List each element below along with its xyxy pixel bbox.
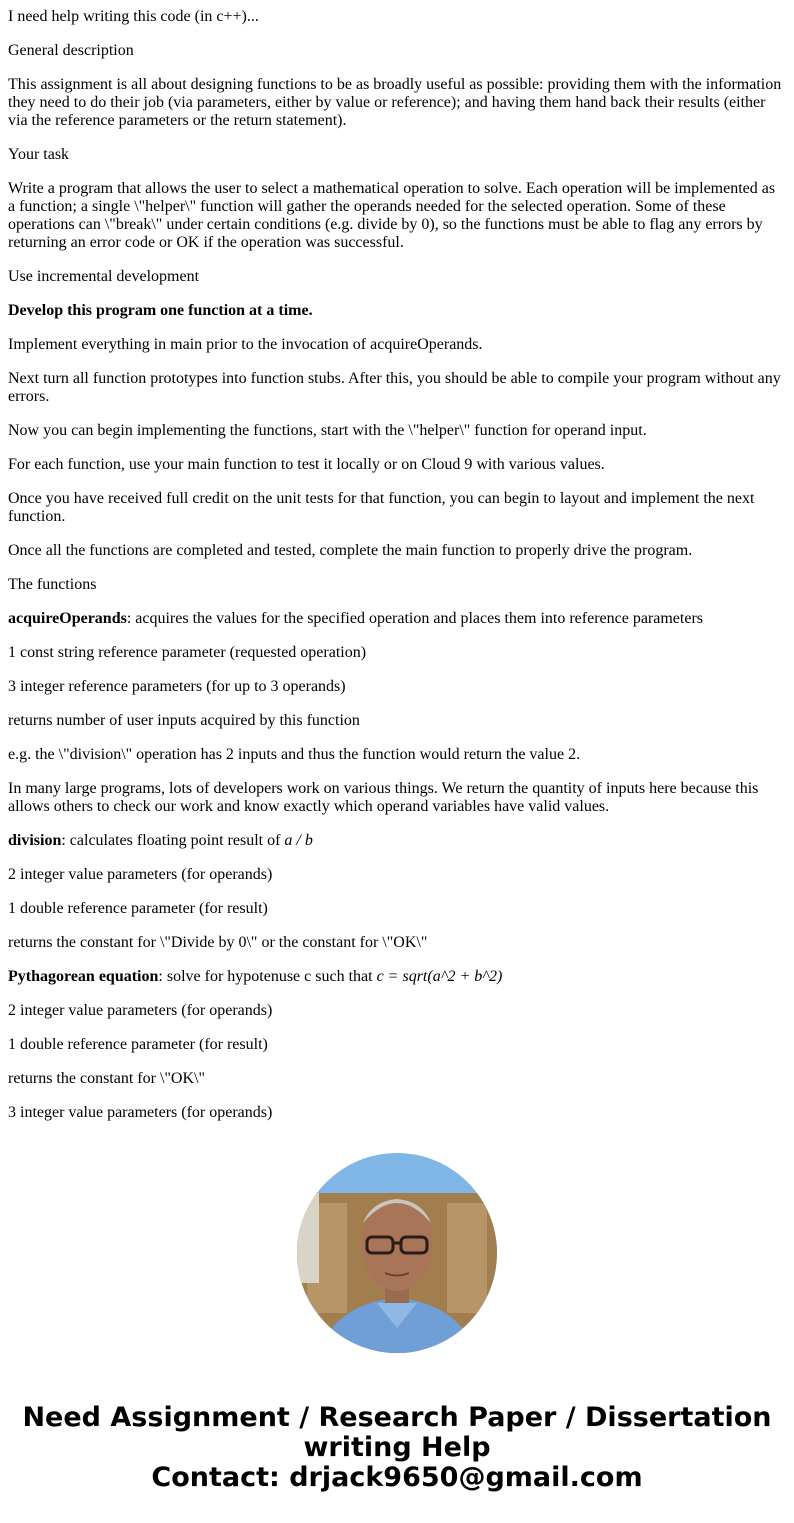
- acquire-param-2: 3 integer reference parameters (for up to 3 operands): [8, 678, 346, 695]
- step-2: Next turn all function prototypes into function stubs. After this, you should be able to compile your program without any errors.: [8, 370, 781, 405]
- acquire-returns: returns number of user inputs acquired by this function: [8, 712, 360, 729]
- heading-incremental-development: Use incremental development: [8, 268, 200, 285]
- avatar-photo-icon: [297, 1153, 497, 1353]
- acquire-operands-desc: : acquires the values for the specified operation and places them into reference parameters: [126, 610, 704, 627]
- heading-general-description: General description: [8, 42, 134, 59]
- promo-contact: Contact: drjack9650@gmail.com: [151, 1462, 643, 1493]
- division-returns: returns the constant for \"Divide by 0\" or the constant for \"OK\": [8, 934, 428, 951]
- develop-instruction-bold: Develop this program one function at a time.: [8, 302, 313, 319]
- heading-the-functions: The functions: [8, 576, 97, 593]
- step-3: Now you can begin implementing the functions, start with the \"helper\" function for operand input.: [8, 422, 647, 439]
- acquire-operands-name: acquireOperands: [8, 610, 127, 627]
- develop-instruction: [8, 302, 786, 320]
- pythagorean-param-2: 1 double reference parameter (for result): [8, 1036, 268, 1053]
- acquire-note: In many large programs, lots of developers work on various things. We return the quantity of inputs here because this allows others to check our work and know exactly which operand variables have valid values.: [8, 780, 759, 815]
- pythagorean-returns: returns the constant for \"OK\": [8, 1070, 206, 1087]
- division-param-1: 2 integer value parameters (for operands): [8, 866, 273, 883]
- pythagorean-name: Pythagorean equation: [8, 968, 159, 985]
- promo-banner: [0, 1403, 794, 1493]
- division-name: division: [8, 832, 62, 849]
- pythagorean-description: [8, 968, 786, 986]
- heading-your-task: Your task: [8, 146, 70, 163]
- division-description: [8, 832, 786, 850]
- step-4: For each function, use your main function to test it locally or on Cloud 9 with various values.: [8, 456, 605, 473]
- pythagorean-param-1: 2 integer value parameters (for operands): [8, 1002, 273, 1019]
- acquire-operands-description: [8, 610, 786, 628]
- acquire-param-1: 1 const string reference parameter (requested operation): [8, 644, 367, 661]
- last-param-line: 3 integer value parameters (for operands): [8, 1104, 273, 1121]
- acquire-example: e.g. the \"division\" operation has 2 inputs and thus the function would return the value 2.: [8, 746, 581, 763]
- division-desc: : calculates floating point result of: [61, 832, 285, 849]
- division-expression: a / b: [284, 832, 313, 849]
- promo-line-1: Need Assignment / Research Paper / Dissertation: [22, 1402, 772, 1433]
- promo-line-2: writing Help: [303, 1432, 491, 1463]
- intro-line: I need help writing this code (in c++)...: [8, 8, 259, 25]
- avatar: [297, 1153, 497, 1353]
- task-text: Write a program that allows the user to select a mathematical operation to solve. Each operation will be implemented as a function; a single \"helper\" function will gather the operands needed for the selected operation. Some of these operations can \"break\" under certain conditions (e.g. divide by 0), so the functions must be able to flag any errors by returning an error code or OK if the operation was successful.: [8, 180, 776, 251]
- general-description-text: This assignment is all about designing functions to be as broadly useful as possible: providing them with the information they need to do their job (via parameters, either by value or reference); and having them hand back their results (either via the reference parameters or the return statement).: [8, 76, 782, 129]
- step-6: Once all the functions are completed and tested, complete the main function to properly drive the program.: [8, 542, 693, 559]
- division-param-2: 1 double reference parameter (for result): [8, 900, 268, 917]
- pythagorean-expression: c = sqrt(a^2 + b^2): [376, 968, 503, 985]
- step-5: Once you have received full credit on the unit tests for that function, you can begin to layout and implement the next function.: [8, 490, 755, 525]
- pythagorean-desc: : solve for hypotenuse c such that: [158, 968, 377, 985]
- step-1: Implement everything in main prior to the invocation of acquireOperands.: [8, 336, 483, 353]
